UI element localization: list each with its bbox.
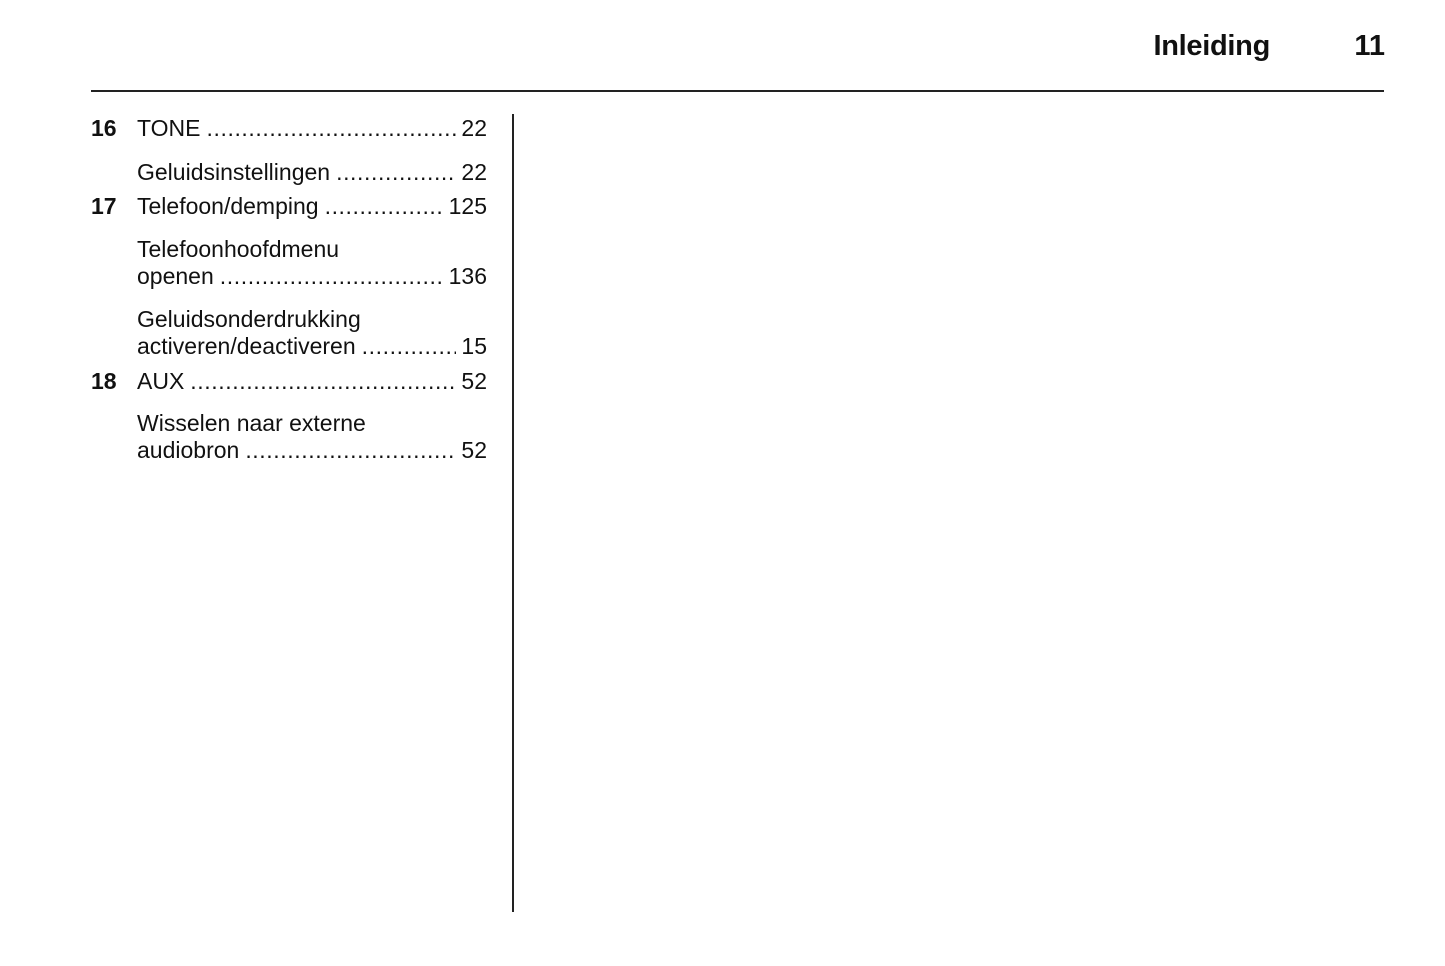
entry-text-line1: Telefoonhoofdmenu <box>137 236 340 262</box>
entry-page: 125 <box>448 193 487 219</box>
dot-leader <box>362 333 457 360</box>
column-divider <box>512 114 514 912</box>
section-title: Inleiding <box>1153 30 1270 62</box>
entry-text-line1: Geluidsonderdrukking <box>137 306 361 332</box>
toc-entry[interactable] <box>137 236 487 290</box>
entry-text: AUX <box>137 368 185 394</box>
toc-entry[interactable] <box>137 410 487 464</box>
entry-text: audiobron <box>137 437 240 463</box>
entry-page: 22 <box>461 159 487 185</box>
dot-leader <box>245 437 456 464</box>
entry-text: TONE <box>137 115 201 141</box>
entry-text: openen <box>137 263 214 289</box>
entry-text: activeren/deactiveren <box>137 333 356 359</box>
dot-leader <box>220 263 444 290</box>
entry-page: 52 <box>461 368 487 394</box>
item-number-18: 18 <box>91 368 117 394</box>
header-rule <box>91 90 1384 92</box>
page-number: 11 <box>1354 30 1385 62</box>
toc-entry[interactable] <box>137 193 487 220</box>
toc-entry[interactable] <box>137 368 487 395</box>
toc-entry[interactable] <box>137 115 487 142</box>
entry-page: 52 <box>461 437 487 463</box>
entry-text: Geluidsinstellingen <box>137 159 331 185</box>
item-number-17: 17 <box>91 193 117 219</box>
dot-leader <box>325 193 444 220</box>
item-number-16: 16 <box>91 115 117 141</box>
entry-text: Telefoon/demping <box>137 193 319 219</box>
dot-leader <box>206 115 456 142</box>
entry-page: 15 <box>461 333 487 359</box>
entry-text-line1: Wisselen naar externe <box>137 410 366 436</box>
entry-page: 136 <box>448 263 487 289</box>
dot-leader <box>190 368 456 395</box>
toc-entry[interactable] <box>137 306 487 360</box>
entry-page: 22 <box>461 115 487 141</box>
toc-entry[interactable] <box>137 159 487 186</box>
dot-leader <box>336 159 456 186</box>
